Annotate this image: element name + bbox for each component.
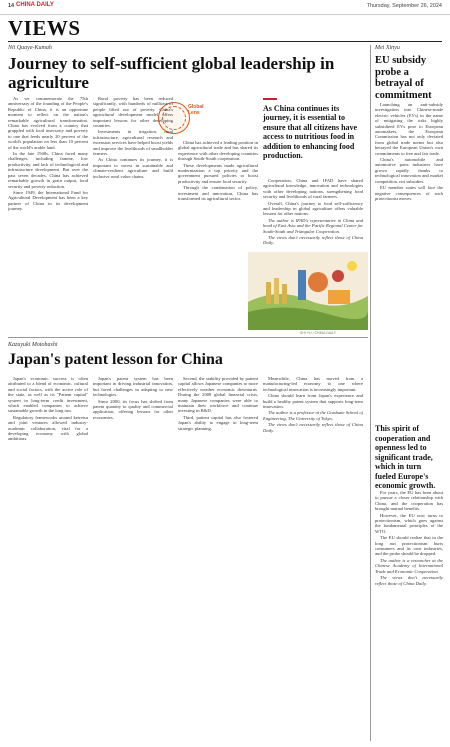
page-number: 14 — [8, 3, 15, 9]
paragraph: EU member states will face the negative consequences of such protectionist moves. — [375, 185, 443, 201]
article2-column-3 — [178, 376, 258, 741]
article3-column-2 — [375, 490, 443, 740]
paragraph: China has achieved a leading position in global agricultural trade and has shared its experience with other developing countries through South-South cooperation. — [178, 140, 258, 162]
paragraph: Since 2000, its focus has shifted from patent quantity to quality and commercial application, offering lessons for other economies. — [93, 398, 173, 420]
column-divider — [370, 45, 371, 741]
disclaimer: The views don't necessarily reflect those of China Daily. — [263, 235, 363, 246]
paragraph: Third, patient capital has also fostered Japan's ability to engage in long-term strategic planning. — [178, 414, 258, 431]
pullquote-accent — [263, 98, 277, 100]
paragraph: Investments in irrigation, rural infrastructure, agricultural research and extension services have helped boost yields and improve the livelihoods of smallholder farmers. — [93, 129, 173, 157]
paragraph: China should learn from Japan's experience and build a healthy patent system that supports long-term innovation. — [263, 393, 363, 410]
paragraph: Meanwhile, China has moved from a manufacturing-led economy to one where technological innovation is increasingly important. — [263, 376, 363, 392]
section-rule — [8, 41, 442, 42]
paragraph: Since 1949, the International Fund for Agricultural Development has been a key partner of China in its development journey. — [8, 189, 88, 212]
paragraph: Cooperation, China and IFAD have shared agricultural knowledge, innovation and technologies with other developing nations, strengthening food security and livelihoods of rural farmers. — [263, 178, 363, 200]
author-note: The author is a researcher at the Chinese Academy of International Trade and Economic Cooperation. — [375, 557, 443, 574]
paragraph: China's automobile and automotive parts industries have grown rapidly thanks to technological innovation and market competition, not subsidies. — [375, 157, 443, 184]
paragraph: For years, the EU has been about to pursue a closer relationship with China, and the cooperation has brought mutual benefits. — [375, 490, 443, 512]
article2-column-1 — [8, 376, 88, 741]
article1-pullquote — [263, 98, 363, 161]
farm-illustration-icon — [248, 252, 368, 330]
masthead — [0, 0, 450, 15]
article1-column-4 — [263, 178, 363, 250]
paragraph: As China continues its journey, it is important to invest in sustainable and climate-resilient agriculture and build inclusive rural value chains. — [93, 157, 173, 179]
paragraph: Rural poverty has been reduced significantly, with hundreds of millions of people lifted out of poverty. China's agricultural development model offers important lessons for other developing countries. — [93, 96, 173, 129]
paragraph: Second, the stability provided by patient capital allows Japanese companies to more effectively weather economic downturns. During the 2008 global financial crisis, many Japanese companies were able to maintain their workforce and continue investing in R&D. — [178, 376, 258, 414]
paragraph: The EU should realize that in the long run protectionism hurts consumers and its own industries, and the probe should be dropped. — [375, 535, 443, 557]
article2-byline: Kazuyuki Motohashi — [8, 342, 58, 348]
pullquote-text: As China continues its journey, it is essential to ensure that all citizens have access to nutritious food in addition to enhancing food production. — [263, 103, 358, 160]
paragraph: As we commemorate the 75th anniversary of the founding of the People's Republic of China, it is an opportune moment to reflect on the nation's remarkable agricultural transformation. China has evolved from a country that grappled with food insecurity and poverty to one that feeds nearly 20 percent of the world's population on less than 10 percent of the world's arable land. — [8, 96, 88, 150]
paragraph: Through the combination of policy, investment and innovation, China has transformed its agricultural sector. — [178, 185, 258, 202]
author-note: The author is a professor at the Graduate School of Engineering, The University of Tokyo. — [263, 410, 363, 421]
article1-headline: Journey to self-sufficient global leadership in agriculture — [8, 54, 335, 92]
article3-headline: EU subsidy probe a betrayal of commitment — [375, 55, 432, 101]
paragraph: Overall, China's journey to food self-sufficiency and leadership in global agriculture offers valuable lessons for other nations. — [263, 200, 363, 217]
issue-date: Thursday, September 26, 2024 — [366, 3, 442, 9]
article2-column-4 — [263, 376, 363, 741]
article3-column-1 — [375, 102, 443, 420]
paragraph: Japan's economic success is often attributed to a blend of economic, cultural and social factors, with the active role of the state, as well as its "Patient capital" system in long-term credit investment, which enabled companies to achieve sustainable growth in the long run. — [8, 376, 88, 414]
disclaimer: The views don't necessarily reflect those of China Daily. — [263, 422, 363, 433]
newspaper-logo: CHINA DAILY — [16, 2, 54, 8]
disclaimer: The views don't necessarily reflect those of China Daily. — [375, 575, 443, 586]
article3-subhead: This spirit of cooperation and openness led to significant trade, which in turn fueled Europe's economic growth. — [375, 424, 436, 490]
stamp-label: Global Lens — [188, 104, 204, 116]
article2-headline: Japan's patent lesson for China — [8, 351, 223, 368]
article1-column-1 — [8, 96, 88, 329]
article1-byline: Nii Quaye-Kumah — [8, 45, 52, 51]
paragraph: Regulatory frameworks around keiretsu and joint ventures allowed industry-academic collaboration, vital for a developing economy with global ambitions. — [8, 414, 88, 442]
paragraph: These developments made agricultural modernization a top priority and the government pursued policies to boost productivity and ensure food security. — [178, 162, 258, 184]
paragraph: Japan's patent system has been important in driving industrial innovation, but faced challenges in adapting to new technologies. — [93, 376, 173, 398]
article1-column-3 — [178, 140, 258, 250]
illustration-credit: SHI YU / CHINA DAILY — [300, 331, 337, 335]
paragraph: Launching an anti-subsidy investigation into Chinese-made electric vehicles (EVs) in the name of mitigating the risks highly subsidized EVs pose to European automakers, the European Commission has not only deviated from global trade norms but also betrayed the European Union's own commitments to free and fair trade. — [375, 102, 443, 156]
article-divider — [8, 337, 368, 338]
paragraph: However, the EU now turns to protectionism, which goes against the fundamental principles of the WTO. — [375, 512, 443, 534]
illustration-image — [248, 252, 368, 330]
article1-column-2 — [93, 96, 173, 329]
section-title: VIEWS — [8, 16, 81, 40]
article2-column-2 — [93, 376, 173, 741]
article3-byline: Mei Xinyu — [375, 45, 400, 51]
author-note: The author is IFAD's representative in China and head of East Asia and the Pacific Regional Center for South-South and Triangular Cooperation. — [263, 217, 363, 234]
paragraph: In the late 1940s, China faced many challenges, including famine, low productivity, and lack of technological and infrastructure development. But over the past seven decades, China has achieved remarkable growth in grain output, food security and poverty reduction. — [8, 151, 88, 189]
